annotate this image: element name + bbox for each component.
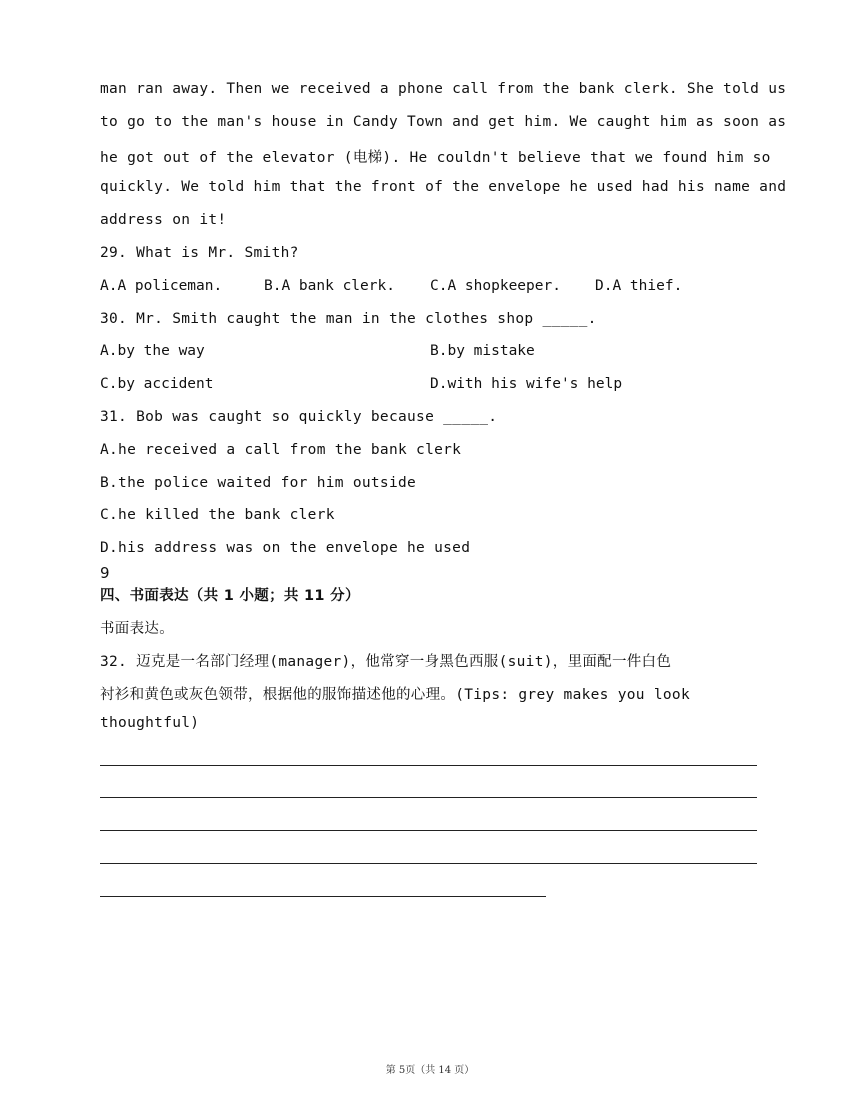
answer-line[interactable] <box>100 765 757 766</box>
answer-option: B.the police waited for him outside <box>100 475 417 491</box>
answer-option: B.by mistake <box>430 343 535 359</box>
answer-option: B.A bank clerk. <box>264 278 395 294</box>
answer-line[interactable] <box>100 797 757 798</box>
page-footer: 第 5页（共 14 页） <box>385 1065 475 1076</box>
question-stem: 30. Mr. Smith caught the man in the clothes shop _____. <box>100 311 597 327</box>
prompt-line: 32. 迈克是一名部门经理(manager)，他常穿一身黑色西服(suit)，里面配一件白色 <box>100 654 672 670</box>
question-stem: 31. Bob was caught so quickly because _____. <box>100 409 498 425</box>
answer-option: A.A policeman. <box>100 278 223 294</box>
page-number-marker: 9 <box>100 564 110 582</box>
section-heading: 四、书面表达（共 1 小题；共 11 分） <box>100 588 360 604</box>
passage-line: man ran away. Then we received a phone call from the bank clerk. She told us <box>100 81 787 97</box>
passage-line: address on it! <box>100 212 227 228</box>
answer-option: D.A thief. <box>595 278 683 294</box>
prompt-line: 衬衫和黄色或灰色领带，根据他的服饰描述他的心理。(Tips: grey makes you look <box>100 687 690 703</box>
answer-line[interactable] <box>100 830 757 831</box>
passage-line: he got out of the elevator (电梯). He couldn't believe that we found him so <box>100 150 771 166</box>
prompt-line: thoughtful) <box>100 715 200 731</box>
passage-line: to go to the man's house in Candy Town and get him. We caught him as soon as <box>100 114 787 130</box>
answer-option: A.by the way <box>100 343 205 359</box>
answer-option: C.A shopkeeper. <box>430 278 561 294</box>
answer-option: A.he received a call from the bank clerk <box>100 442 462 458</box>
answer-option: C.by accident <box>100 376 214 392</box>
answer-option: D.his address was on the envelope he used <box>100 540 471 556</box>
answer-line[interactable] <box>100 896 546 897</box>
answer-option: C.he killed the bank clerk <box>100 507 335 523</box>
answer-option: D.with his wife's help <box>430 376 623 392</box>
section-intro: 书面表达。 <box>100 621 174 637</box>
answer-line[interactable] <box>100 863 757 864</box>
passage-line: quickly. We told him that the front of the envelope he used had his name and <box>100 179 787 195</box>
question-stem: 29. What is Mr. Smith? <box>100 245 299 261</box>
